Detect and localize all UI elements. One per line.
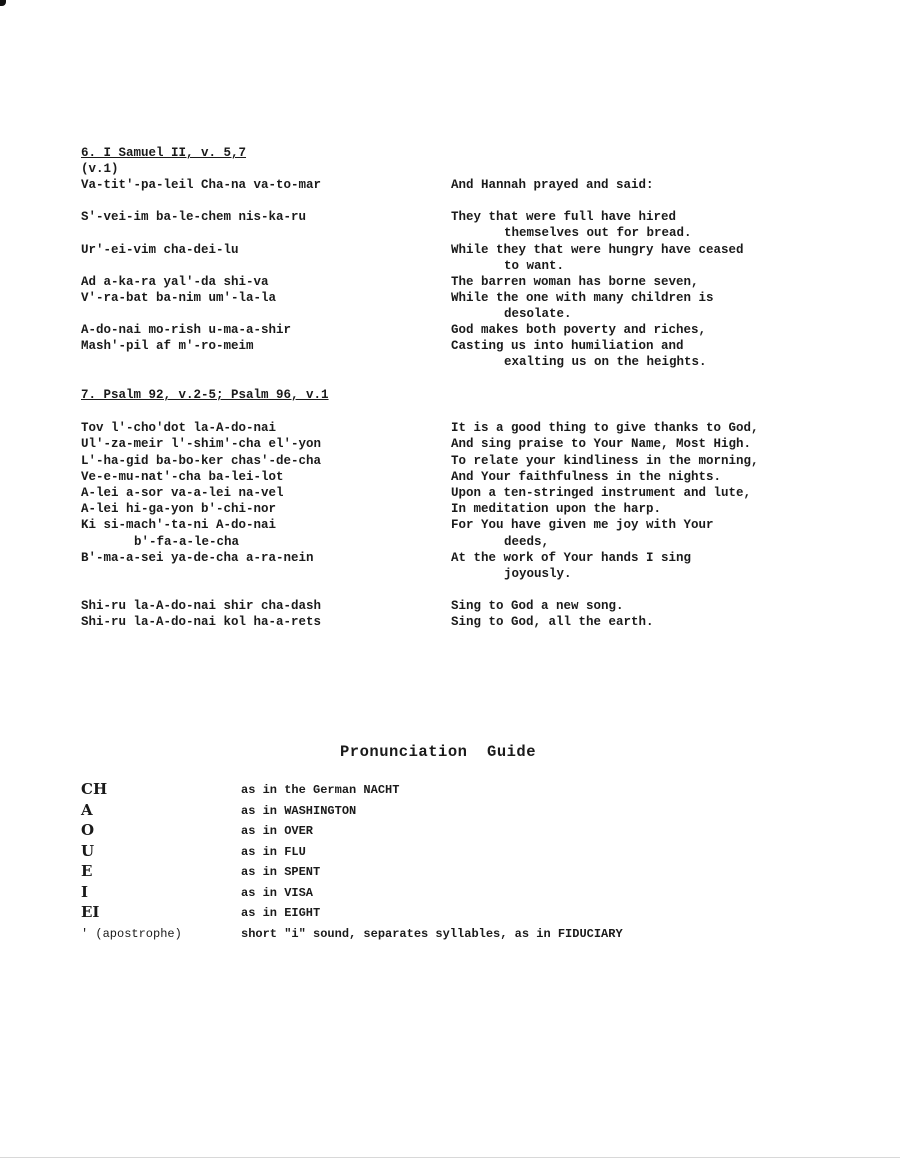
english-line: Upon a ten-stringed instrument and lute, bbox=[451, 486, 752, 500]
english-line: They that were full have hired bbox=[451, 210, 677, 224]
hebrew-line: L'-ha-gid ba-bo-ker chas'-de-cha bbox=[81, 454, 322, 468]
english-continuation: to want. bbox=[504, 259, 565, 273]
guide-key: O bbox=[81, 821, 95, 839]
hebrew-line: Ve-e-mu-nat'-cha ba-lei-lot bbox=[81, 470, 284, 484]
hebrew-line: Ki si-mach'-ta-ni A-do-nai bbox=[81, 518, 277, 532]
hebrew-line: Shi-ru la-A-do-nai shir cha-dash bbox=[81, 599, 322, 613]
guide-value: as in EIGHT bbox=[241, 906, 321, 920]
guide-key: EI bbox=[81, 903, 100, 921]
hebrew-line: A-lei hi-ga-yon b'-chi-nor bbox=[81, 502, 277, 516]
guide-key: I bbox=[81, 883, 89, 901]
english-line: Sing to God a new song. bbox=[451, 599, 624, 613]
english-line: Casting us into humiliation and bbox=[451, 339, 684, 353]
hebrew-line: A-do-nai mo-rish u-ma-a-shir bbox=[81, 323, 292, 337]
english-continuation: themselves out for bread. bbox=[504, 226, 692, 240]
english-line: It is a good thing to give thanks to God, bbox=[451, 421, 759, 435]
hebrew-line: S'-vei-im ba-le-chem nis-ka-ru bbox=[81, 210, 307, 224]
hebrew-line: Ul'-za-meir l'-shim'-cha el'-yon bbox=[81, 437, 322, 451]
section-6-heading: 6. I Samuel II, v. 5,7 bbox=[81, 146, 247, 160]
guide-key: U bbox=[81, 842, 95, 860]
hebrew-line: Mash'-pil af m'-ro-meim bbox=[81, 339, 254, 353]
guide-key: ' (apostrophe) bbox=[81, 927, 182, 941]
guide-key: CH bbox=[81, 780, 108, 798]
hebrew-line: A-lei a-sor va-a-lei na-vel bbox=[81, 486, 284, 500]
english-line: To relate your kindliness in the morning, bbox=[451, 454, 759, 468]
english-continuation: joyously. bbox=[504, 567, 572, 581]
hebrew-line: B'-ma-a-sei ya-de-cha a-ra-nein bbox=[81, 551, 314, 565]
english-continuation: exalting us on the heights. bbox=[504, 355, 707, 369]
guide-key: A bbox=[81, 801, 93, 819]
english-line: Sing to God, all the earth. bbox=[451, 615, 654, 629]
guide-value: as in FLU bbox=[241, 845, 306, 859]
english-line: And Hannah prayed and said: bbox=[451, 178, 654, 192]
guide-key: E bbox=[81, 862, 93, 880]
english-line: And sing praise to Your Name, Most High. bbox=[451, 437, 752, 451]
english-line: While they that were hungry have ceased bbox=[451, 243, 744, 257]
english-line: In meditation upon the harp. bbox=[451, 502, 662, 516]
english-continuation: desolate. bbox=[504, 307, 572, 321]
verse-note: (v.1) bbox=[81, 162, 119, 176]
guide-value: as in VISA bbox=[241, 886, 314, 900]
hebrew-continuation: b'-fa-a-le-cha bbox=[134, 535, 240, 549]
hebrew-line: Shi-ru la-A-do-nai kol ha-a-rets bbox=[81, 615, 322, 629]
guide-value: as in the German NACHT bbox=[241, 783, 400, 797]
guide-value: as in WASHINGTON bbox=[241, 804, 357, 818]
hebrew-line: Va-tit'-pa-leil Cha-na va-to-mar bbox=[81, 178, 322, 192]
page-bottom-rule bbox=[0, 1157, 900, 1158]
english-line: At the work of Your hands I sing bbox=[451, 551, 692, 565]
english-line: And Your faithfulness in the nights. bbox=[451, 470, 722, 484]
english-continuation: deeds, bbox=[504, 535, 550, 549]
english-line: For You have given me joy with Your bbox=[451, 518, 714, 532]
english-line: The barren woman has borne seven, bbox=[451, 275, 699, 289]
hebrew-line: Tov l'-cho'dot la-A-do-nai bbox=[81, 421, 277, 435]
english-line: God makes both poverty and riches, bbox=[451, 323, 707, 337]
page-corner-mark bbox=[0, 0, 6, 6]
hebrew-line: Ad a-ka-ra yal'-da shi-va bbox=[81, 275, 269, 289]
english-line: While the one with many children is bbox=[451, 291, 714, 305]
hebrew-line: V'-ra-bat ba-nim um'-la-la bbox=[81, 291, 277, 305]
guide-value: short "i" sound, separates syllables, as in FIDUCIARY bbox=[241, 927, 623, 941]
hebrew-line: Ur'-ei-vim cha-dei-lu bbox=[81, 243, 239, 257]
pronunciation-guide-title: Pronunciation Guide bbox=[340, 743, 537, 761]
guide-value: as in SPENT bbox=[241, 865, 321, 879]
guide-value: as in OVER bbox=[241, 824, 314, 838]
section-7-heading: 7. Psalm 92, v.2-5; Psalm 96, v.1 bbox=[81, 388, 329, 402]
